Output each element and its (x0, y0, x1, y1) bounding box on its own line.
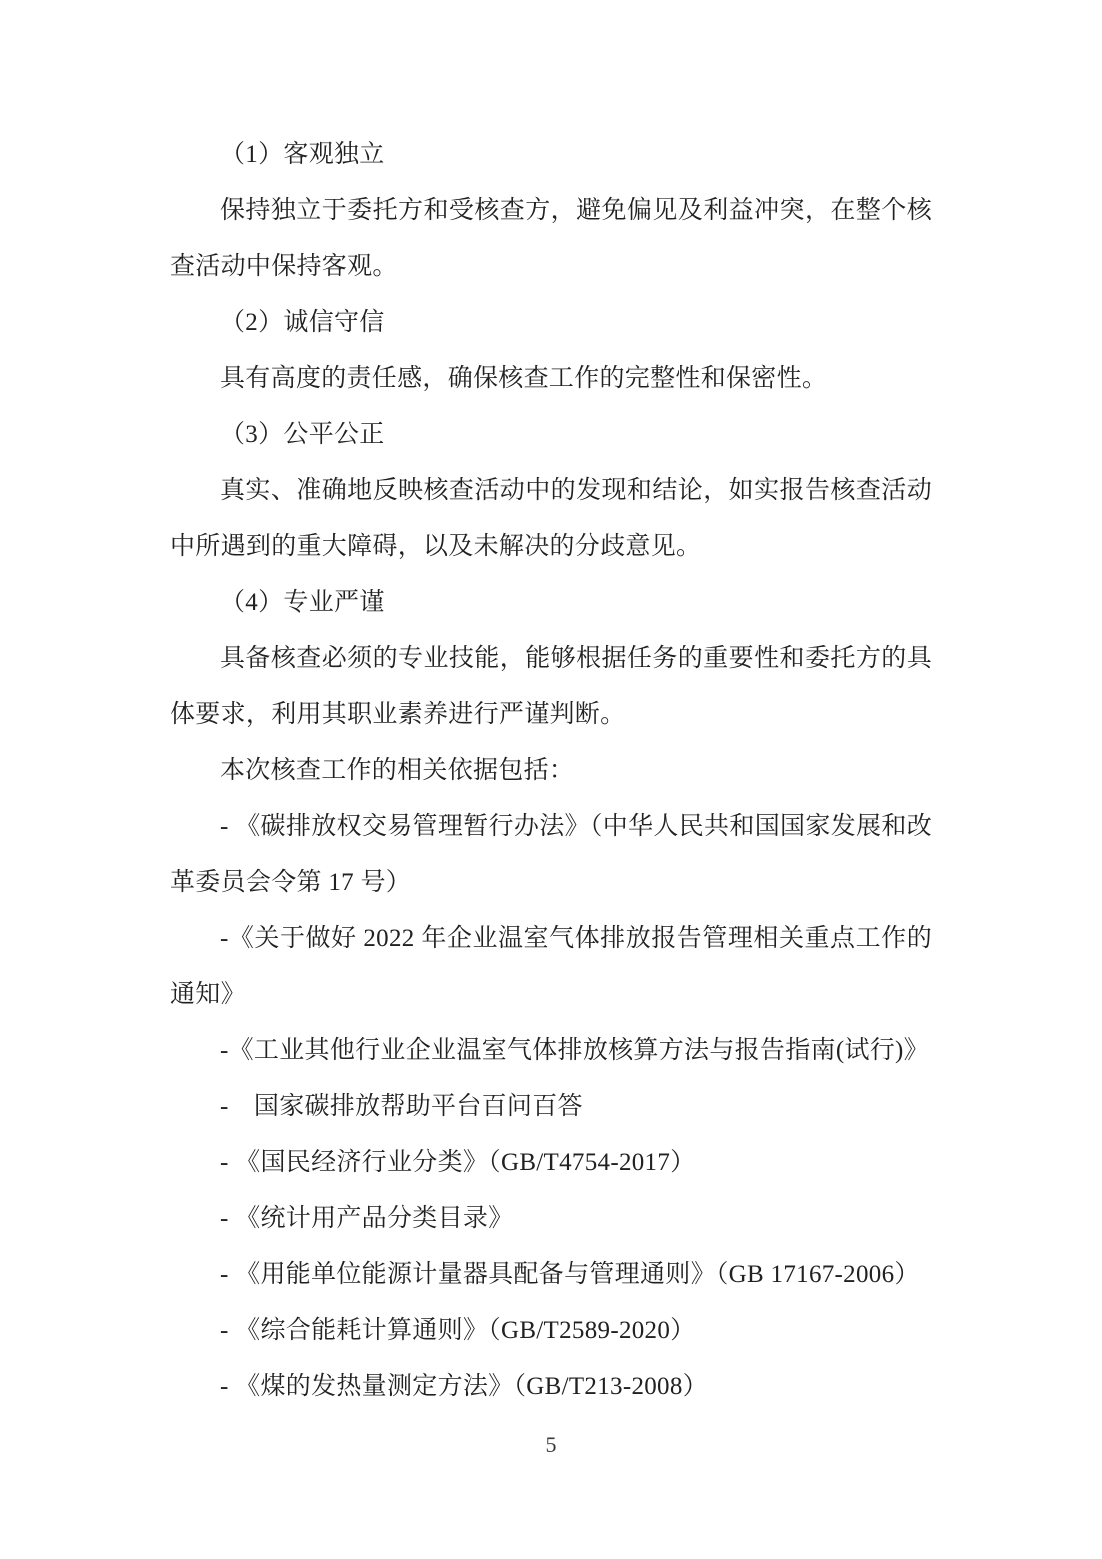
reference-list-item: - 国家碳排放帮助平台百问百答 (220, 1093, 583, 1120)
reference-list-item: - 《用能单位能源计量器具配备与管理通则》（GB 17167-2006） (220, 1261, 920, 1288)
body-paragraph: 具有高度的责任感，确保核查工作的完整性和保密性。 (220, 365, 828, 392)
reference-list-item: - 《统计用产品分类目录》 (220, 1205, 514, 1232)
reference-list-item: - 《碳排放权交易管理暂行办法》（中华人民共和国国家发展和改革委员会令第 17 号） (170, 813, 932, 896)
numbered-heading: （2）诚信守信 (220, 309, 385, 336)
numbered-heading: （4）专业严谨 (220, 589, 385, 616)
page-number: 5 (545, 1432, 557, 1457)
body-paragraph: 保持独立于委托方和受核查方，避免偏见及利益冲突，在整个核查活动中保持客观。 (170, 197, 932, 280)
page-body-text (170, 127, 932, 1415)
numbered-heading: （1）客观独立 (220, 141, 385, 168)
body-paragraph: 具备核查必须的专业技能，能够根据任务的重要性和委托方的具体要求，利用其职业素养进行严谨判断。 (170, 645, 932, 728)
body-paragraph: 真实、准确地反映核查活动中的发现和结论，如实报告核查活动中所遇到的重大障碍，以及未解决的分歧意见。 (170, 477, 932, 560)
reference-list-item: -《关于做好 2022 年企业温室气体排放报告管理相关重点工作的通知》 (170, 925, 932, 1008)
reference-list-item: -《工业其他行业企业温室气体排放核算方法与报告指南(试行)》 (220, 1037, 929, 1064)
reference-list-item: - 《煤的发热量测定方法》（GB/T213-2008） (220, 1373, 708, 1400)
body-paragraph: 本次核查工作的相关依据包括： (220, 757, 575, 784)
reference-list-item: - 《国民经济行业分类》（GB/T4754-2017） (220, 1149, 696, 1176)
reference-list-item: - 《综合能耗计算通则》（GB/T2589-2020） (220, 1317, 696, 1344)
numbered-heading: （3）公平公正 (220, 421, 385, 448)
